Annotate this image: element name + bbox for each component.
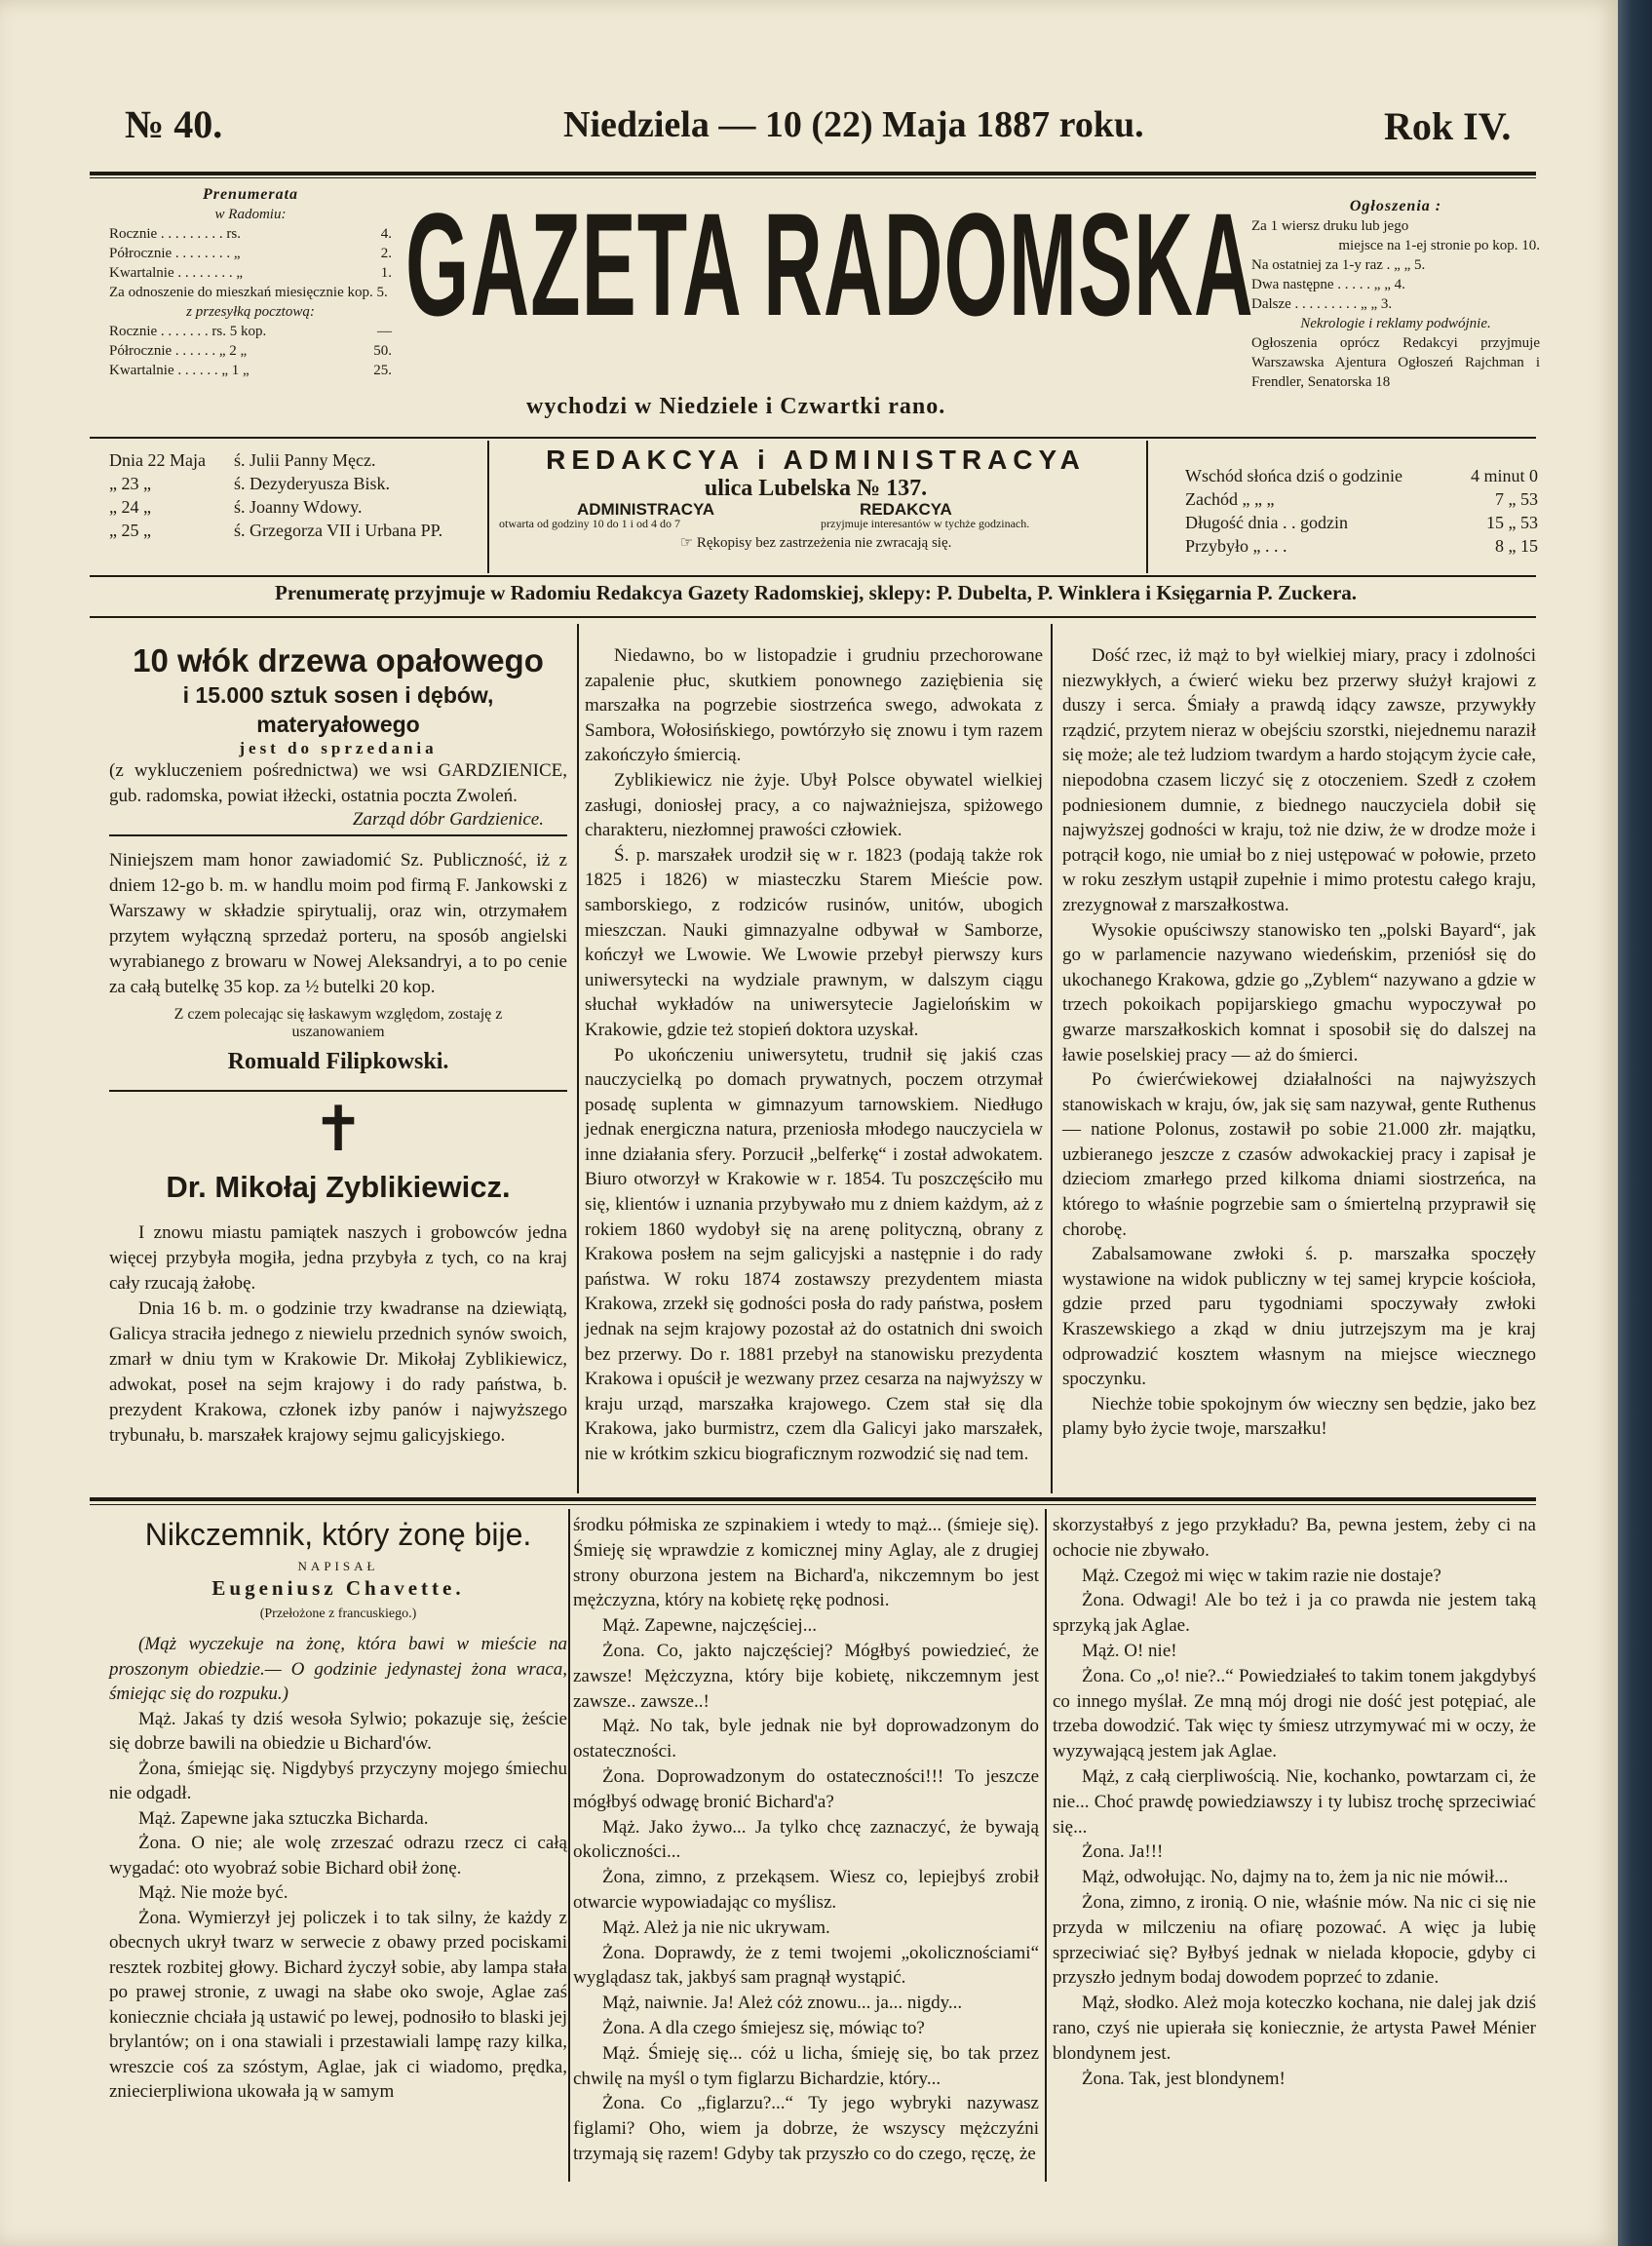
paragraph: Żona, śmiejąc się. Nigdybyś przyczyny mojego śmiechu nie odgadł.: [109, 1758, 567, 1803]
paragraph: skorzystałbyś z jego przykładu? Ba, pewna jestem, żeby ci na ochocie nie zbywało.: [1053, 1515, 1536, 1561]
feuilleton-translated: (Przełożone z francuskiego.): [259, 1607, 417, 1621]
redakcja-address: ulica Lubelska № 137.: [704, 476, 928, 501]
paragraph: Mąż, odwołując. No, dajmy na to, żem ja nic nie mówił...: [1082, 1867, 1509, 1888]
ogloszenia-note: Nekrologie i reklamy podwójnie.: [1300, 316, 1491, 331]
column-divider: [577, 624, 579, 1493]
ogloszenia-line: Dalsze . . . . . . . . . „ „ 3.: [1251, 296, 1393, 312]
feuilleton-rule: [90, 1497, 1536, 1501]
feuilleton-title: Nikczemnik, który żonę bije.: [144, 1517, 532, 1552]
obituary-title: Dr. Mikołaj Zyblikiewicz.: [166, 1170, 511, 1204]
paragraph: Mąż. Ależ ja nie nic ukrywam.: [602, 1917, 830, 1938]
paragraph: Zyblikiewicz nie żyje. Ubył Polsce obywatel wielkiej zasługi, doniosłej pracy, a co najważniejsza, spiżowego charakteru, niezłomnej prawości człowiek.: [585, 769, 1043, 841]
paragraph: Żona. Wymierzył jej policzek i to tak silny, że każdy z obecnych ukrył twarz w serwecie z obawy przed pociskami resztek rozbitej głowy. Bichard życzył sobie, aby lampa stała po prawej stronie, z uwagi na słabe oko swoje, Aglae zaś koniecznie chciała ją ustawić po lewej, podnosiło to blaski jej brylantów; on i ona stawiali i przestawiali lampę razy kilka, wreszcie coś za szóstym, Aglae, jak ci wiadomo, prędka, zniecierpliwiona ukowała ją w samym: [109, 1907, 567, 2102]
masthead-subtitle: wychodzi w Niedziele i Czwartki rano.: [526, 394, 946, 419]
redakcja-box: [499, 445, 1133, 552]
prenumerata-local-label: w Radomiu:: [214, 207, 287, 222]
price-row: Rocznie . . . . . . . . . rs. 4.: [109, 226, 392, 242]
column-divider: [568, 1509, 570, 2182]
sun-row: Zachód „ „ „ 7 „ 53: [1185, 489, 1538, 509]
column-divider: [1045, 1509, 1047, 2182]
sun-row: Wschód słońca dziś o godzinie 4 minut 0: [1185, 466, 1538, 485]
masthead-rule: [90, 437, 1536, 439]
paragraph: Zabalsamowane zwłoki ś. p. marszałka spoczęły wystawione na widok publiczny w tej samej krypcie kościoła, gdzie przed paru tygodniami spoczywały zwłoki Kraszewskiego a zkąd w dniu jutrzejszym ma je kraj odprowadzić kosztem własnym na miejsce wiecznego spoczynku.: [1062, 1244, 1536, 1390]
calendar-box: [109, 448, 489, 542]
prenumerata-heading: Prenumerata: [202, 186, 299, 203]
header-rule-thin: [90, 177, 1536, 178]
paragraph: Mąż. O! nie!: [1082, 1640, 1177, 1661]
ogloszenia-line: Na ostatniej za 1-y raz . „ „ 5.: [1251, 257, 1426, 273]
ad-filipkowski: [109, 848, 567, 1075]
paragraph: Po ćwierćwiekowej działalności na najwyższych stanowiskach w kraju, ów, jak się sam nazywał, gente Ruthenus — natione Polonus, zostawił po sobie 21.000 złr. majątku, uzbieranego jeszcze z czasów adwokackiej pracy i zapisał je dzieciom zmarłego przed kilkoma dniami siostrzeńca, na którego to właśnie pogrzebie sam o śmiertelną przyprawił się chorobę.: [1062, 1069, 1536, 1240]
feuilleton-col2: [573, 1513, 1039, 2167]
paragraph: Mąż. Zapewne jaka sztuczka Bicharda.: [138, 1807, 429, 1829]
paragraph: Niedawno, bo w listopadzie i grudniu przechorowane zapalenie płuc, skutkiem ponownego zaziębienia się marszałka na pogrzebie siostrzeńca swego, adwokata z Sambora, Wołosińskiego, powtórzyło się znowu i tym razem zakończyło śmiercią.: [585, 645, 1043, 766]
rule: [109, 834, 567, 836]
ad-wood-sign: Zarząd dóbr Gardzienice.: [352, 809, 544, 830]
ad-wood-h1: 10 włók drzewa opałowego: [133, 642, 544, 678]
ad-wood-h3: jest do sprzedania: [239, 739, 438, 757]
header-rule: [90, 172, 1536, 175]
paragraph: Mąż. No tak, byle jednak nie był doprowadzonym do ostateczności.: [573, 1716, 1039, 1762]
subscription-line: Prenumeratę przyjmuje w Radomiu Redakcya Gazety Radomskiej, sklepy: P. Dubelta, P. Winklera i Księgarnia P. Zuckera.: [275, 581, 1358, 604]
paragraph: Żona. Doprowadzonym do ostateczności!!! To jeszcze mógłbyś odwagę bronić Bichard'a?: [573, 1765, 1039, 1812]
paragraph: Żona. Co, jakto najczęściej? Mógłbyś powiedzieć, że zawsze! Mężczyzna, który bije kobietę, nikczemnym jest zawsze.. zawsze..!: [573, 1640, 1039, 1712]
paragraph: Żona. Co „figlarzu?...“ Ty jego wybryki nazywasz figlami? Oho, wiem ja dobrze, że wszyscy mężczyźni trzymają się razem! Gdyby tak przyszło co do czego, ręczę, że: [573, 2093, 1039, 2164]
calendar-row: „ 25 „ ś. Grzegorza VII i Urbana PP.: [109, 521, 443, 540]
feuilleton-col3: [1053, 1513, 1536, 2091]
issue-number: № 40.: [125, 102, 223, 146]
paragraph: Wysokie opuściwszy stanowisko ten „polski Bayard“, jak go w parlamencie nazywano wiedeńskim, przeniósł się do ukochanego Krakowa, gdzie go „Zyblem“ nazywano a gdzie w trzech pokoikach popijarskiego gmachu wypoczywał po gwarze marszałkoskich komnat i sposobił się do dalszej na ławie poselskiej pracy — aż do śmierci.: [1062, 919, 1536, 1065]
price-row: Półrocznie . . . . . . . . „ 2.: [109, 246, 392, 261]
price-row: Półrocznie . . . . . . „ 2 „ 50.: [109, 343, 392, 359]
redakcja-hours-text: przyjmuje interesantów w tychże godzinach.: [821, 517, 1030, 530]
redakcja-note: ☞ Rękopisy bez zastrzeżenia nie zwracają się.: [679, 535, 952, 551]
ogloszenia-box: [1251, 197, 1540, 392]
ad-wood-h2: i 15.000 sztuk sosen i dębów, materyałowego: [182, 682, 494, 737]
ogloszenia-heading: Ogłoszenia :: [1349, 198, 1442, 214]
ad-filipkowski-closing: Z czem polecając się łaskawym względom, zostaję z uszanowaniem: [173, 1006, 503, 1040]
paragraph: Mąż, naiwnie. Ja! Ależ cóż znowu... ja... nigdy...: [602, 1993, 963, 2014]
paragraph: Żona. Co „o! nie?..“ Powiedziałeś to takim tonem jakgdybyś co innego myślał. Ze mną mój drogi nie dość jest potępiać, ale trzeba dowodzić. Tak więc ty śmiesz utrzymywać mi w oczy, że wyzywającą jestem jak Aglae.: [1053, 1665, 1536, 1762]
admin-label: ADMINISTRACYA: [577, 500, 715, 519]
prenumerata-post-list: [109, 322, 392, 380]
masthead-title: GAZETA RADOMSKA: [405, 182, 1254, 346]
prenumerata-local-list: [109, 224, 392, 283]
feuilleton-rule-thin: [90, 1504, 1536, 1505]
ogloszenia-line: Dwa następne . . . . . „ „ 4.: [1251, 277, 1405, 292]
delivery-note: Za odnoszenie do mieszkań miesięcznie kop. 5.: [109, 285, 388, 300]
price-row: Kwartalnie . . . . . . . . „ 1.: [109, 265, 392, 281]
ad-filipkowski-sign: Romuald Filipkowski.: [227, 1049, 449, 1074]
calendar-row: „ 24 „ ś. Joanny Wdowy.: [109, 497, 363, 517]
obituary-col2: [585, 643, 1043, 1467]
ad-filipkowski-text: Niniejszem mam honor zawiadomić Sz. Publiczność, iż z dniem 12-go b. m. w handlu moim pod firmą F. Jankowski z Warszawy w składzie spirytualij, oraz win, otrzymałem przytem wyłączną sprzedaż porteru, na sposób angielski wyrabianego z browaru w Nowej Aleksandryi, a to po cenie za całą butelkę 35 kop. za ½ butelki 20 kop.: [109, 850, 567, 997]
paragraph: Żona. Ja!!!: [1082, 1841, 1164, 1863]
ogloszenia-line: Za 1 wiersz druku lub jego: [1251, 218, 1409, 234]
calendar-row: Dnia 22 Maja ś. Julii Panny Męcz.: [109, 450, 376, 470]
paragraph: Dość rzec, iż mąż to był wielkiej miary, pracy i zdolności niezwykłych, a ćwierć wieku bez przerwy służył krajowi z duszy i serca. Śmiały a prawdą idący zawsze, przywykły rządzić, przytem nieraz w obejściu szorstki, niejednemu naraził się może; ale też ludziom twardym a hardo stojącym życie całe, niepodobna czasem liczyć się z otoczeniem. Szedł z czołem podniesionem dumnie, z biednego nauczyciela dobił się najwyższej godności w kraju, toż nie dziw, że w drodze może i potrącił kogo, nie umiał bo z niej ustępować w połowie, przeto w roku zeszłym ustąpił zupełnie i mimo protestu całego kraju, zrezygnował z marszałkostwa.: [1062, 645, 1536, 915]
paragraph: Mąż. Nie może być.: [138, 1882, 288, 1903]
redakcja-label: REDAKCYA: [860, 500, 952, 519]
paragraph: Mąż. Jako żywo... Ja tylko chcę zaznaczyć, że bywają okoliczności...: [573, 1816, 1039, 1863]
admin-hours: otwarta od godziny 10 do 1 i od 4 do 7: [499, 517, 680, 530]
paragraph: Mąż, z całą cierpliwością. Nie, kochanko, powtarzam ci, że nie... Choć prawdę powiedziawszy i ty lubisz trochę sprzeciwiać się...: [1053, 1765, 1536, 1838]
binding-spine: [1618, 0, 1652, 2246]
issue-date: Niedziela — 10 (22) Maja 1887 roku.: [563, 104, 1144, 145]
price-row: Kwartalnie . . . . . . „ 1 „ 25.: [109, 363, 392, 378]
paragraph: Mąż. Śmieję się... cóż u licha, śmieję się, bo tak przez chwilę na myśl o tym figlarzu Bichardzie, który...: [573, 2042, 1039, 2089]
paragraph: Mąż. Jakaś ty dziś wesoła Sylwio; pokazuje się, żeście się dobrze bawili na obiedzie u Bichard'ów.: [109, 1708, 567, 1754]
feuilleton-text: [109, 1632, 567, 2105]
rule: [90, 616, 1536, 618]
divider: [1146, 441, 1148, 573]
obituary-col1: [109, 1220, 567, 1449]
paragraph: Żona. Odwagi! Ale bo też i ja co prawda nie jestem taką sprzyką jak Aglae.: [1053, 1590, 1536, 1637]
paragraph: I znowu miastu pamiątek naszych i grobowców jedna więcej przybyła mogiła, jedna przybyła z tych, co na kraj cały rzucają żałobę.: [109, 1222, 567, 1294]
paragraph: Dnia 16 b. m. o godzinie trzy kwadranse na dziewiątą, Galicya straciła jednego z niewielu przednich synów swoich, zmarł w dniu tym w Krakowie Dr. Mikołaj Zyblikiewicz, adwokat, poseł na sejm krajowy i do rady państwa, b. prezydent Krakowa, członek izby panów i najwyższego trybunału, b. marszałek krajowy sejmu galicyjskiego.: [109, 1298, 567, 1446]
paragraph: (Mąż wyczekuje na żonę, która bawi w mieście na proszonym obiedzie.— O godzinie jedynastej żona wraca, śmiejąc się do rozpuku.): [109, 1634, 567, 1704]
price-row: Rocznie . . . . . . . rs. 5 kop. —: [109, 324, 392, 339]
prenumerata-post-label: z przesyłką pocztową:: [186, 304, 315, 320]
paragraph: Mąż, słodko. Ależ moja koteczko kochana, nie dalej jak dziś rano, czyś nie upierała się koniecznie, że artysta Paweł Ménier blondynem jest.: [1053, 1993, 1536, 2064]
issue-year: Rok IV.: [1384, 104, 1512, 148]
paragraph: Żona, zimno, z przekąsem. Wiesz co, lepiejbyś zrobił otwarcie wypowiadając co myślisz.: [573, 1867, 1039, 1913]
ogloszenia-agency: Ogłoszenia oprócz Redakcyi przyjmuje Warszawska Ajentura Ogłoszeń Rajchman i Frendler, Senatorska 18: [1251, 335, 1540, 390]
column-divider: [1051, 624, 1053, 1493]
sun-row: Długość dnia . . godzin 15 „ 53: [1185, 513, 1538, 532]
feuilleton-by: NAPISAŁ: [297, 1559, 379, 1573]
paragraph: Ś. p. marszałek urodził się w r. 1823 (podają także rok 1825 i 1826) w miasteczku Starem Mieście pow. samborskiego, z rodziców rusinów, unitów, ubogich mieszczan. Nauki gimnazyalne odbywał w Samborze, kończył we Lwowie. We Lwowie przebył pierwszy kurs uniwersytecki na wydziale prawnym, w dalszym ciągu słuchał wykładów na uniwersytecie Jagielońskim w Krakowie, gdzie też stopień doktora uzyskał.: [585, 844, 1043, 1040]
sun-box: [1185, 464, 1538, 558]
sun-row: Przybyło „ . . . 8 „ 15: [1185, 536, 1538, 556]
paragraph: Żona. O nie; ale wolę zrzeszać odrazu rzecz ci całą wygadać: oto wyobraź sobie Bichard obił żonę.: [109, 1833, 567, 1878]
paragraph: Mąż. Czegoż mi więc w takim razie nie dostaje?: [1082, 1565, 1441, 1586]
redakcja-hours: [499, 502, 1133, 531]
obituary-col3: [1062, 643, 1536, 1442]
ad-wood-text: (z wykluczeniem pośrednictwa) we wsi GARDZIENICE, gub. radomska, powiat iłżecki, ostatnia poczta Zwoleń.: [109, 760, 567, 806]
cross-icon: ✝: [312, 1095, 365, 1164]
divider: [487, 441, 489, 573]
calendar-row: „ 23 „ ś. Dezyderyusza Bisk.: [109, 474, 390, 493]
paragraph: Niechże tobie spokojnym ów wieczny sen będzie, jako bez plamy było życie twoje, marszałku!: [1062, 1393, 1536, 1440]
paragraph: środku półmiska ze szpinakiem i wtedy to mąż... (śmieje się). Śmieję się wprawdzie z komicznej miny Aglay, ale z drugiej strony oburzona jestem na Bichard'a, nikczemnym bo jest mężczyzna, który na kobietę rękę podnosi.: [573, 1515, 1039, 1611]
paragraph: Mąż. Zapewne, najczęściej...: [602, 1615, 817, 1637]
paragraph: Żona, zimno, z ironią. O nie, właśnie mów. Na nic ci się nie przyda w milczeniu na ofiarę pozować. A więc ja lubię sprzeciwiać się? Byłbyś jednak w nielada kłopocie, gdyby ci przyszło jednym bodaj dowodem poprzeć to zdanie.: [1053, 1891, 1536, 1989]
paragraph: Żona. A dla czego śmiejesz się, mówiąc to?: [602, 2017, 925, 2038]
rule: [90, 575, 1536, 577]
redakcja-heading: REDAKCYA i ADMINISTRACYA: [546, 445, 1086, 475]
feuilleton-author: Eugeniusz Chavette.: [211, 1576, 465, 1600]
paragraph: Po ukończeniu uniwersytetu, trudnił się jakiś czas nauczycielką po domach prywatnych, poczem otrzymał posadę suplenta w gimnazyum tarnowskiem. Niedługo jednak energiczna natura, przeniosła młodego nauczyciela w inne działania sfery. Porzucił „belferkę“ i został adwokatem. Biuro otworzył w Krakowie w r. 1854. Tu poszczęściło mu się, klientów i uznania przybywało mu z dniem każdym, aż z rokiem 1860 wydobył się na arenę polityczną, obrany z Krakowa posłem na sejm galicyjski a następnie i do rady państwa. W roku 1874 zostawszy prezydentem miasta Krakowa, zrzekł się godności posła do rady państwa, posłem jednak na sejm krajowy pozostał aż do ostatnich dni swoich bez przerwy. Do r. 1881 przebył na stanowisku prezydenta Krakowa i opuścił je wezwany przez cesarza na najwyższy w kraju urząd, marszałka krajowego. Czem stał się dla Krakowa, jako burmistrz, czem dla Galicyi jako marszałek, nie w krótkim szkicu biograficznym rozwodzić się nad tem.: [585, 1044, 1043, 1464]
pointing-hand-icon: ☞: [679, 535, 697, 551]
feuilleton-col1: [109, 1517, 567, 2105]
paragraph: Żona. Tak, jest blondynem!: [1082, 2068, 1286, 2089]
ogloszenia-line: miejsce na 1-ej stronie po kop. 10.: [1338, 238, 1540, 253]
prenumerata-box: [109, 185, 392, 380]
ad-wood: [109, 641, 567, 831]
rule: [109, 1090, 567, 1092]
paragraph: Żona. Doprawdy, że z temi twojemi „okolicznościami“ wyglądasz tak, jakbyś sam pragnął wystąpić.: [573, 1942, 1039, 1989]
